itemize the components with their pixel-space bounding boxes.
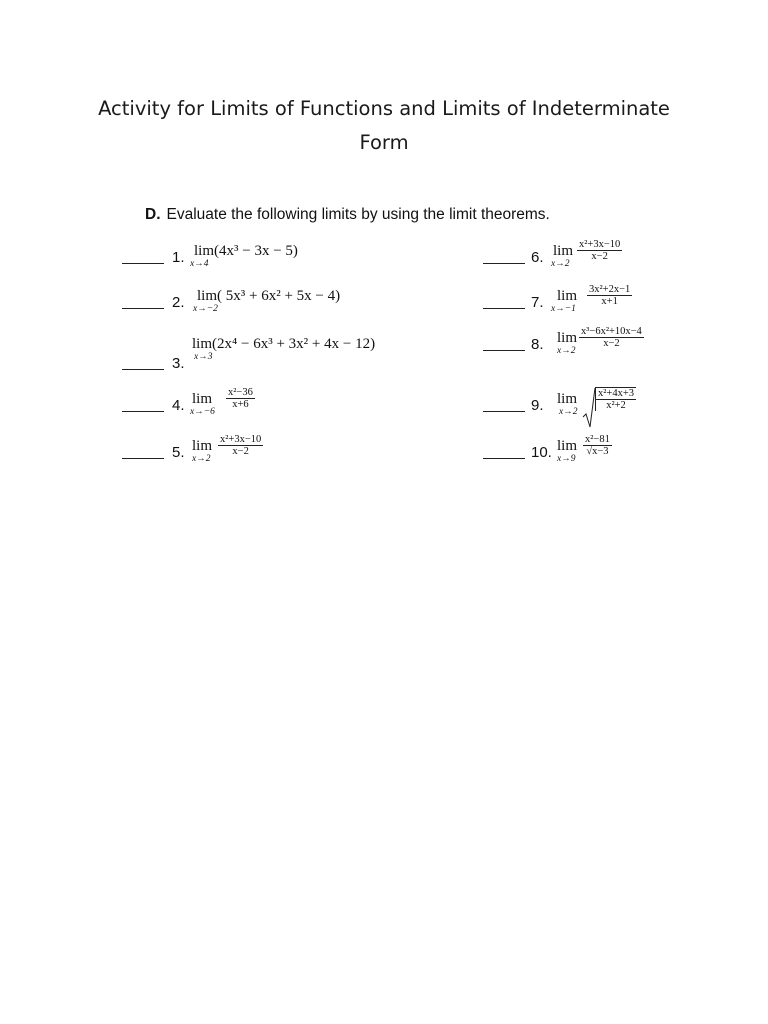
expression-3: (2x⁴ − 6x³ + 3x² + 4x − 12) — [212, 336, 376, 352]
fraction-4 — [226, 387, 255, 410]
problem-expression-4 — [190, 391, 215, 417]
answer-blank-2[interactable] — [122, 308, 164, 309]
approach-1: x→4 — [190, 259, 209, 269]
problem-expression-7 — [551, 288, 578, 314]
problem-number-4: 4. — [172, 397, 185, 414]
fraction-5 — [218, 434, 263, 457]
fraction-10 — [583, 434, 612, 457]
answer-blank-10[interactable] — [483, 458, 525, 459]
section-heading — [145, 206, 550, 224]
radical-sign-9 — [582, 387, 596, 431]
denominator-8: x−2 — [603, 338, 620, 349]
approach-10: x→9 — [557, 454, 576, 464]
problem-expression-10 — [557, 438, 578, 464]
denominator-5: x−2 — [232, 446, 249, 457]
denominator-10: √x−3 — [586, 446, 609, 457]
numerator-9: x²+4x+3 — [598, 388, 634, 399]
denominator-7: x+1 — [601, 296, 618, 307]
answer-blank-1[interactable] — [122, 263, 164, 264]
problem-expression-1 — [190, 243, 298, 269]
approach-6: x→2 — [551, 259, 570, 269]
problem-number-8: 8. — [531, 336, 544, 353]
answer-blank-5[interactable] — [122, 458, 164, 459]
lim-2: lim — [197, 288, 218, 304]
answer-blank-4[interactable] — [122, 411, 164, 412]
lim-10: lim — [557, 438, 578, 454]
problem-expression-9 — [557, 391, 578, 417]
fraction-9 — [595, 387, 636, 411]
answer-blank-3[interactable] — [122, 369, 164, 370]
approach-9: x→2 — [559, 407, 578, 417]
problem-number-2: 2. — [172, 294, 185, 311]
section-instruction: Evaluate the following limits by using the limit theorems. — [166, 206, 550, 223]
section-letter: D. — [145, 206, 161, 223]
approach-2: x→−2 — [193, 304, 218, 314]
problem-expression-8 — [557, 330, 578, 356]
fraction-8 — [579, 326, 644, 349]
problem-number-5: 5. — [172, 444, 185, 461]
title-line-2: Form — [359, 131, 409, 154]
numerator-5: x²+3x−10 — [220, 434, 262, 445]
numerator-10: x²−81 — [585, 434, 610, 445]
approach-4: x→−6 — [190, 407, 215, 417]
problem-number-3: 3. — [172, 355, 185, 372]
answer-blank-6[interactable] — [483, 263, 525, 264]
problem-expression-5 — [192, 438, 213, 464]
denominator-6: x−2 — [591, 251, 608, 262]
expression-2: ( 5x³ + 6x² + 5x − 4) — [217, 288, 341, 304]
problem-expression-2 — [193, 288, 341, 314]
approach-3: x→3 — [194, 352, 213, 362]
numerator-4: x²−36 — [228, 387, 253, 398]
problem-expression-6 — [551, 243, 574, 269]
approach-8: x→2 — [557, 346, 576, 356]
numerator-8: x³−6x²+10x−4 — [581, 326, 642, 337]
problem-number-1: 1. — [172, 249, 185, 266]
lim-9: lim — [557, 391, 578, 407]
lim-4: lim — [192, 391, 213, 407]
problem-number-9: 9. — [531, 397, 544, 414]
page-title — [0, 92, 768, 160]
title-line-1: Activity for Limits of Functions and Limits of Indeterminate — [98, 97, 670, 120]
problem-expression-3 — [192, 336, 376, 362]
lim-6: lim — [553, 243, 574, 259]
denominator-9: x²+2 — [606, 400, 626, 411]
problem-number-6: 6. — [531, 249, 544, 266]
numerator-7: 3x²+2x−1 — [589, 284, 631, 295]
lim-8: lim — [557, 330, 578, 346]
fraction-7 — [587, 284, 632, 307]
expression-1: (4x³ − 3x − 5) — [214, 243, 298, 259]
answer-blank-9[interactable] — [483, 411, 525, 412]
fraction-6 — [577, 239, 622, 262]
lim-1: lim — [194, 243, 215, 259]
approach-7: x→−1 — [551, 304, 576, 314]
denominator-4: x+6 — [232, 399, 249, 410]
problem-number-7: 7. — [531, 294, 544, 311]
numerator-6: x²+3x−10 — [579, 239, 621, 250]
lim-7: lim — [557, 288, 578, 304]
problem-number-10: 10. — [531, 444, 552, 461]
lim-3: lim — [192, 336, 213, 352]
answer-blank-7[interactable] — [483, 308, 525, 309]
approach-5: x→2 — [192, 454, 211, 464]
answer-blank-8[interactable] — [483, 350, 525, 351]
lim-5: lim — [192, 438, 213, 454]
